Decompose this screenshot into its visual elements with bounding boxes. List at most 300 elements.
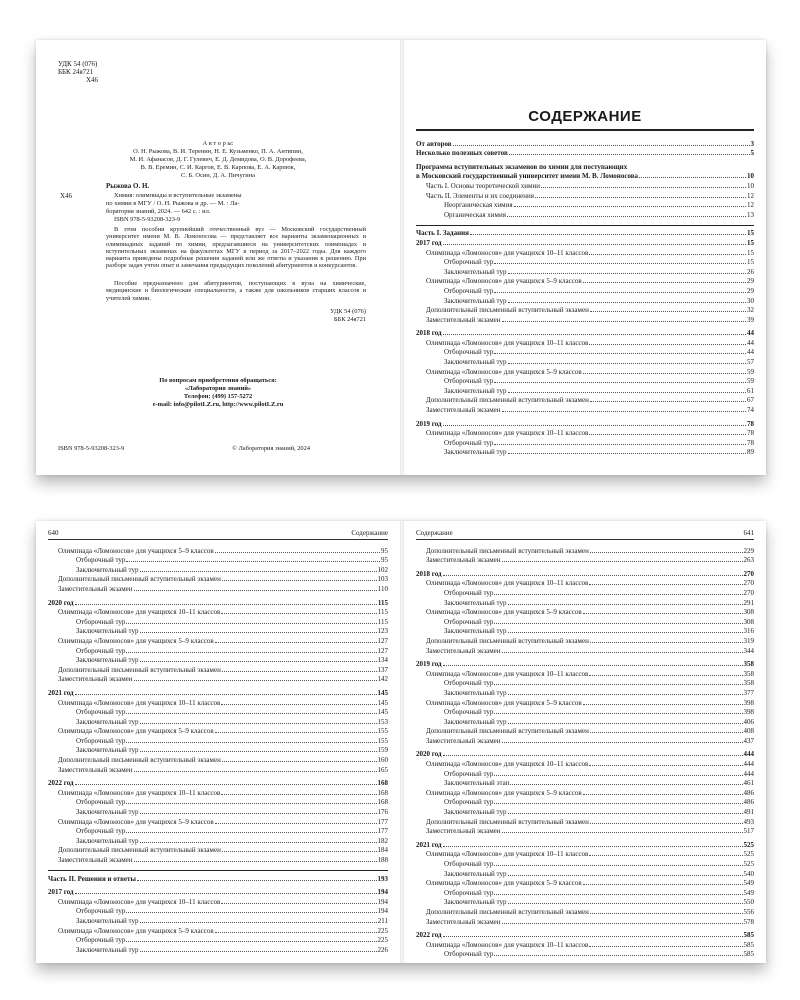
toc-page-number: 270 <box>743 569 754 578</box>
authors-label: А в т о р ы: <box>202 140 234 147</box>
toc-entry-title: Отборочный тур <box>76 736 126 745</box>
udk-code-repeat: УДК 54 (076) <box>330 308 366 315</box>
toc-entry[interactable] <box>416 839 754 849</box>
toc-page-number: 194 <box>377 907 388 916</box>
toc-leader-dots <box>75 694 377 695</box>
toc-entry[interactable] <box>416 295 754 305</box>
toc-entry[interactable] <box>48 826 388 836</box>
toc-entry[interactable] <box>48 564 388 574</box>
toc-leader-dots <box>140 922 377 923</box>
toc-entry-title: Заключительный тур <box>76 746 139 755</box>
toc-entry[interactable] <box>48 887 388 897</box>
toc-leader-dots <box>140 842 377 843</box>
toc-entry[interactable] <box>416 939 754 949</box>
imprint-page <box>36 40 400 475</box>
toc-entry[interactable] <box>416 395 754 405</box>
toc-entry-title: Заключительный тур <box>444 869 507 878</box>
toc-entry-title: Отборочный тур <box>444 377 494 386</box>
toc-page-number: 12 <box>747 201 754 210</box>
toc-leader-dots <box>215 823 377 824</box>
toc-entry[interactable] <box>416 568 754 578</box>
toc-leader-dots <box>134 861 377 862</box>
toc-page-number: 10 <box>747 181 754 190</box>
toc-entry[interactable] <box>48 806 388 816</box>
toc-entry[interactable] <box>416 645 754 655</box>
toc-page-number: 168 <box>377 779 388 788</box>
toc-entry[interactable] <box>48 674 388 684</box>
toc-page-number: 168 <box>377 798 388 807</box>
toc-leader-dots <box>443 936 743 937</box>
toc-page-number: 123 <box>377 627 388 636</box>
contents-list <box>416 138 754 456</box>
toc-page-number: 358 <box>743 679 754 688</box>
toc-entry[interactable] <box>416 180 754 190</box>
toc-page-number: 115 <box>377 617 388 626</box>
toc-leader-dots <box>222 851 377 852</box>
toc-leader-dots <box>494 292 746 293</box>
toc-page-number: 408 <box>743 727 754 736</box>
toc-entry-title: 2019 год <box>416 660 442 669</box>
toc-entry[interactable] <box>416 285 754 295</box>
toc-page-number: 59 <box>747 367 754 376</box>
toc-page-number: 137 <box>377 665 388 674</box>
toc-entry[interactable] <box>48 655 388 665</box>
toc-entry[interactable] <box>48 574 388 584</box>
toc-entry[interactable] <box>416 949 754 959</box>
toc-page-number: 578 <box>743 917 754 926</box>
toc-entry[interactable] <box>416 138 754 148</box>
toc-entry[interactable] <box>416 787 754 797</box>
toc-entry[interactable] <box>416 447 754 457</box>
toc-leader-dots <box>583 884 743 885</box>
toc-page-number: 89 <box>747 448 754 457</box>
toc-entry[interactable] <box>416 228 754 238</box>
toc-leader-dots <box>583 794 743 795</box>
toc-entry-title: Отборочный тур <box>444 588 494 597</box>
toc-entry[interactable] <box>48 925 388 935</box>
toc-entry-title: в Московский государственный университет имени М. В. Ломоносова <box>416 172 639 181</box>
toc-page-number: 585 <box>743 940 754 949</box>
toc-entry[interactable] <box>416 707 754 717</box>
toc-leader-dots <box>126 652 376 653</box>
toc-page-number: 491 <box>743 808 754 817</box>
toc-page-number: 15 <box>747 238 754 247</box>
toc-entry[interactable] <box>416 768 754 778</box>
toc-entry[interactable] <box>416 906 754 916</box>
toc-entry[interactable] <box>416 587 754 597</box>
running-header <box>416 529 754 540</box>
toc-page-number: 168 <box>377 788 388 797</box>
toc-page-number: 78 <box>747 438 754 447</box>
toc-entry-title: Отборочный тур <box>76 708 126 717</box>
toc-leader-dots <box>507 216 746 217</box>
toc-entry[interactable] <box>416 555 754 565</box>
toc-entry[interactable] <box>48 745 388 755</box>
toc-entry[interactable] <box>48 935 388 945</box>
toc-entry-title: Олимпиада «Ломоносов» для учащихся 5–9 классов <box>426 277 582 286</box>
toc-page-number: 225 <box>377 926 388 935</box>
toc-page-number: 30 <box>747 296 754 305</box>
toc-leader-dots <box>215 642 377 643</box>
authors-line: М. И. Афанасов, Д. Г. Гулевич, Е. Д. Демидова, О. В. Дорофеева, <box>129 156 307 163</box>
toc-page-number: 525 <box>743 860 754 868</box>
contents-list <box>48 545 388 954</box>
toc-page-number: 165 <box>377 765 388 774</box>
toc-page-number: 10 <box>747 172 754 181</box>
toc-entry[interactable] <box>416 716 754 726</box>
toc-leader-dots <box>140 813 377 814</box>
toc-entry-title: Олимпиада «Ломоносов» для учащихся 5–9 классов <box>58 546 214 555</box>
toc-leader-dots <box>494 955 742 956</box>
toc-entry[interactable] <box>416 735 754 745</box>
toc-entry-title: Олимпиада «Ломоносов» для учащихся 10–11 классов <box>426 850 589 859</box>
toc-leader-dots <box>494 263 746 264</box>
toc-entry[interactable] <box>416 337 754 347</box>
toc-leader-dots <box>502 561 743 562</box>
toc-entry[interactable] <box>416 659 754 669</box>
toc-leader-dots <box>590 823 743 824</box>
toc-leader-dots <box>126 623 376 624</box>
toc-entry[interactable] <box>48 687 388 697</box>
toc-entry-title: Дополнительный письменный вступительный экзамен <box>426 907 589 916</box>
toc-entry-title: Отборочный тур <box>444 258 494 267</box>
toc-entry[interactable] <box>416 858 754 868</box>
toc-leader-dots <box>494 865 742 866</box>
toc-page-number: 550 <box>743 898 754 907</box>
toc-entry[interactable] <box>48 873 388 883</box>
toc-leader-dots <box>589 675 742 676</box>
toc-page-number: 377 <box>743 688 754 697</box>
toc-leader-dots <box>140 723 377 724</box>
toc-entry[interactable] <box>416 200 754 210</box>
toc-page-number: 549 <box>743 879 754 888</box>
toc-entry[interactable] <box>48 845 388 855</box>
toc-leader-dots <box>583 282 746 283</box>
toc-entry[interactable] <box>416 376 754 386</box>
toc-leader-dots <box>508 302 746 303</box>
toc-page-number: 461 <box>743 779 754 788</box>
toc-entry[interactable] <box>48 616 388 626</box>
toc-entry[interactable] <box>48 726 388 736</box>
toc-leader-dots <box>589 344 746 345</box>
toc-entry[interactable] <box>416 418 754 428</box>
toc-entry-title: Часть II. Решения и ответы <box>48 874 136 883</box>
toc-page-number: 585 <box>743 950 754 959</box>
toc-entry-title: Отборочный тур <box>444 769 494 778</box>
toc-entry[interactable] <box>48 697 388 707</box>
toc-page-number: 184 <box>377 846 388 855</box>
toc-entry-title: Заместительный экзамен <box>426 827 501 836</box>
toc-entry[interactable] <box>416 266 754 276</box>
toc-entry[interactable] <box>48 555 388 565</box>
toc-entry[interactable] <box>416 868 754 878</box>
toc-page-number: 194 <box>377 897 388 906</box>
toc-leader-dots <box>134 590 377 591</box>
toc-entry-title: Отборочный тур <box>444 950 494 959</box>
toc-entry-title: Часть II. Элементы и их соединения <box>426 191 534 200</box>
toc-entry-title: Заместительный экзамен <box>426 736 501 745</box>
toc-leader-dots <box>590 311 746 312</box>
toc-entry[interactable] <box>416 826 754 836</box>
toc-leader-dots <box>502 652 743 653</box>
book-purpose: Пособие предназначено для абитуриентов, поступающих в вузы на химические, медицинские и биологические специальности, а также для школьников старших классов и учителей химии. <box>106 280 366 302</box>
toc-entry[interactable] <box>416 356 754 366</box>
toc-leader-dots <box>589 434 746 435</box>
toc-entry[interactable] <box>48 896 388 906</box>
toc-entry-title: Заместительный экзамен <box>426 315 501 324</box>
toc-entry-title: Отборочный тур <box>444 348 494 357</box>
toc-page-number: 344 <box>743 646 754 655</box>
toc-entry-title: Отборочный тур <box>444 888 494 897</box>
toc-leader-dots <box>502 923 743 924</box>
toc-leader-dots <box>215 932 377 933</box>
toc-entry-title: Отборочный тур <box>444 798 494 807</box>
toc-page-number: 115 <box>377 608 388 617</box>
toc-page-number: 270 <box>743 588 754 597</box>
toc-entry-title: Олимпиада «Ломоносов» для учащихся 5–9 классов <box>426 608 582 617</box>
toc-entry[interactable] <box>416 385 754 395</box>
toc-page-number: 78 <box>747 429 754 438</box>
toc-entry[interactable] <box>48 645 388 655</box>
toc-entry[interactable] <box>48 545 388 555</box>
toc-leader-dots <box>134 680 377 681</box>
toc-entry[interactable] <box>48 797 388 807</box>
toc-entry[interactable] <box>48 664 388 674</box>
toc-entry[interactable] <box>416 209 754 219</box>
toc-leader-dots <box>215 732 377 733</box>
toc-entry-title: Олимпиада «Ломоносов» для учащихся 10–11 классов <box>58 608 221 617</box>
toc-entry[interactable] <box>48 915 388 925</box>
toc-entry[interactable] <box>416 668 754 678</box>
toc-page-number: 3 <box>750 139 754 148</box>
toc-entry-title: Заключительный тур <box>76 836 139 845</box>
toc-entry[interactable] <box>48 607 388 617</box>
toc-entry[interactable] <box>416 257 754 267</box>
toc-leader-dots <box>508 875 743 876</box>
toc-entry[interactable] <box>48 626 388 636</box>
toc-entry-title: Дополнительный письменный вступительный экзамен <box>58 665 221 674</box>
toc-entry[interactable] <box>48 835 388 845</box>
running-title: Содержание <box>416 529 453 537</box>
toc-entry-title: Олимпиада «Ломоносов» для учащихся 10–11 классов <box>58 698 221 707</box>
toc-entry[interactable] <box>416 916 754 926</box>
toc-entry-title: Отборочный тур <box>76 646 126 655</box>
toc-leader-dots <box>510 784 742 785</box>
toc-entry[interactable] <box>416 607 754 617</box>
toc-entry[interactable] <box>416 428 754 438</box>
toc-entry-title: Дополнительный письменный вступительный экзамен <box>426 396 589 405</box>
toc-entry-title: 2022 год <box>48 779 74 788</box>
bbk-code-repeat: ББК 24я721 <box>333 316 366 323</box>
toc-entry-title: Дополнительный письменный вступительный экзамен <box>58 846 221 855</box>
contact-org: «Лаборатория знаний» <box>184 385 252 392</box>
toc-leader-dots <box>494 684 742 685</box>
toc-entry[interactable] <box>416 697 754 707</box>
toc-entry[interactable] <box>48 944 388 954</box>
toc-entry[interactable] <box>416 171 754 181</box>
toc-entry[interactable] <box>416 797 754 807</box>
toc-entry[interactable] <box>416 247 754 257</box>
toc-entry-title: Заключительный тур <box>76 656 139 665</box>
toc-leader-dots <box>583 613 743 614</box>
toc-entry[interactable] <box>416 878 754 888</box>
toc-page-number: 188 <box>377 856 388 864</box>
toc-entry[interactable] <box>416 887 754 897</box>
toc-leader-dots <box>494 353 746 354</box>
toc-entry[interactable] <box>416 678 754 688</box>
toc-leader-dots <box>443 425 746 426</box>
toc-entry[interactable] <box>416 314 754 324</box>
toc-entry-title: Несколько полезных советов <box>416 149 508 158</box>
toc-entry[interactable] <box>416 635 754 645</box>
toc-entry[interactable] <box>416 616 754 626</box>
udk-code: УДК 54 (076) <box>58 60 98 68</box>
toc-leader-dots <box>215 552 380 553</box>
toc-entry[interactable] <box>48 716 388 726</box>
toc-entry[interactable] <box>416 749 754 759</box>
toc-entry-title: 2017 год <box>48 888 74 897</box>
toc-entry[interactable] <box>48 778 388 788</box>
toc-entry[interactable] <box>48 764 388 774</box>
toc-entry[interactable] <box>416 161 754 171</box>
toc-entry[interactable] <box>416 816 754 826</box>
toc-leader-dots <box>126 832 376 833</box>
toc-page-number: 134 <box>377 656 388 665</box>
toc-leader-dots <box>443 244 746 245</box>
toc-entry[interactable] <box>48 635 388 645</box>
toc-entry[interactable] <box>416 578 754 588</box>
toc-leader-dots <box>502 321 746 322</box>
toc-entry-title: Заключительный тур <box>76 627 139 636</box>
contents-list <box>416 545 754 958</box>
toc-entry[interactable] <box>416 849 754 859</box>
toc-page-number: 437 <box>743 736 754 745</box>
toc-entry[interactable] <box>48 906 388 916</box>
toc-page-number: 308 <box>743 617 754 626</box>
toc-page-number: 61 <box>747 386 754 395</box>
toc-entry[interactable] <box>48 854 388 864</box>
toc-entry-title: Заключительный тур <box>444 598 507 607</box>
toc-entry-title: Отборочный тур <box>76 907 126 916</box>
toc-entry[interactable] <box>416 626 754 636</box>
toc-page-number: 585 <box>743 931 754 940</box>
toc-entry-title: Заместительный экзамен <box>58 675 133 684</box>
toc-entry-title: Заключительный тур <box>76 808 139 817</box>
toc-page-number: 12 <box>747 191 754 200</box>
toc-page-number: 486 <box>743 788 754 797</box>
toc-page-number: 155 <box>377 727 388 736</box>
toc-page-number: 145 <box>377 708 388 717</box>
toc-leader-dots <box>494 594 742 595</box>
toc-entry-title: Отборочный тур <box>444 617 494 626</box>
toc-entry[interactable] <box>48 754 388 764</box>
toc-page-number: 15 <box>747 258 754 267</box>
toc-leader-dots <box>508 273 746 274</box>
toc-leader-dots <box>508 694 743 695</box>
toc-page-number: 95 <box>381 556 388 565</box>
toc-leader-dots <box>508 363 746 364</box>
toc-page-number: 153 <box>377 717 388 726</box>
toc-leader-dots <box>508 723 743 724</box>
contact-email: e-mail: info@pilotLZ.ru, http://www.pilotLZ.ru <box>152 401 284 408</box>
toc-entry[interactable] <box>416 687 754 697</box>
toc-entry[interactable] <box>416 305 754 315</box>
toc-entry-title: Олимпиада «Ломоносов» для учащихся 5–9 классов <box>58 636 214 645</box>
toc-entry[interactable] <box>416 897 754 907</box>
toc-entry[interactable] <box>416 276 754 286</box>
toc-leader-dots <box>221 903 376 904</box>
toc-entry-title: Олимпиада «Ломоносов» для учащихся 10–11 классов <box>426 940 589 949</box>
toc-page-number: 29 <box>747 277 754 286</box>
toc-page-number: 103 <box>377 575 388 584</box>
running-title: Содержание <box>351 529 388 537</box>
toc-entry-title: Заключительный тур <box>444 448 507 457</box>
top-spread <box>36 40 766 475</box>
title-rule <box>416 129 754 131</box>
toc-entry-title: Отборочный тур <box>444 860 494 868</box>
toc-leader-dots <box>494 623 742 624</box>
toc-entry[interactable] <box>416 597 754 607</box>
toc-entry[interactable] <box>416 148 754 158</box>
toc-entry[interactable] <box>416 237 754 247</box>
toc-entry-title: Программа вступительных экзаменов по химии для поступающих <box>416 162 628 171</box>
toc-entry[interactable] <box>416 328 754 338</box>
page-640 <box>36 521 400 963</box>
toc-entry[interactable] <box>416 806 754 816</box>
toc-page-number: 193 <box>377 874 388 883</box>
toc-entry[interactable] <box>416 758 754 768</box>
toc-leader-dots <box>140 632 377 633</box>
authors-line: В. В. Еремин, С. И. Каргов, Е. В. Карпова, Е. А. Карпюк, <box>140 164 296 171</box>
toc-entry[interactable] <box>48 735 388 745</box>
toc-entry[interactable] <box>48 816 388 826</box>
toc-page-number: 444 <box>743 760 754 769</box>
toc-entry[interactable] <box>416 545 754 555</box>
toc-leader-dots <box>494 713 742 714</box>
toc-entry-title: Отборочный тур <box>76 617 126 626</box>
toc-entry-title: Заместительный экзамен <box>426 917 501 926</box>
toc-entry[interactable] <box>416 347 754 357</box>
toc-entry[interactable] <box>416 366 754 376</box>
toc-entry-title: Олимпиада «Ломоносов» для учащихся 10–11 классов <box>426 760 589 769</box>
toc-entry[interactable] <box>48 597 388 607</box>
toc-leader-dots <box>140 661 377 662</box>
toc-entry-title: Дополнительный письменный вступительный экзамен <box>426 306 589 315</box>
section-rule <box>48 870 388 871</box>
toc-leader-dots <box>590 552 743 553</box>
toc-entry[interactable] <box>48 583 388 593</box>
toc-page-number: 358 <box>743 669 754 678</box>
toc-page-number: 39 <box>747 315 754 324</box>
toc-entry[interactable] <box>416 778 754 788</box>
toc-entry-title: 2020 год <box>416 750 442 759</box>
toc-entry[interactable] <box>416 190 754 200</box>
toc-leader-dots <box>221 613 376 614</box>
toc-entry[interactable] <box>416 726 754 736</box>
toc-entry[interactable] <box>416 437 754 447</box>
toc-entry[interactable] <box>416 930 754 940</box>
toc-entry[interactable] <box>48 787 388 797</box>
toc-entry-title: Заключительный тур <box>444 296 507 305</box>
toc-entry[interactable] <box>416 404 754 414</box>
toc-leader-dots <box>134 771 377 772</box>
toc-page-number: 517 <box>743 827 754 836</box>
toc-entry[interactable] <box>48 707 388 717</box>
toc-page-number: 115 <box>377 598 388 607</box>
toc-leader-dots <box>443 846 743 847</box>
toc-leader-dots <box>509 154 750 155</box>
toc-entry-title: 2018 год <box>416 569 442 578</box>
